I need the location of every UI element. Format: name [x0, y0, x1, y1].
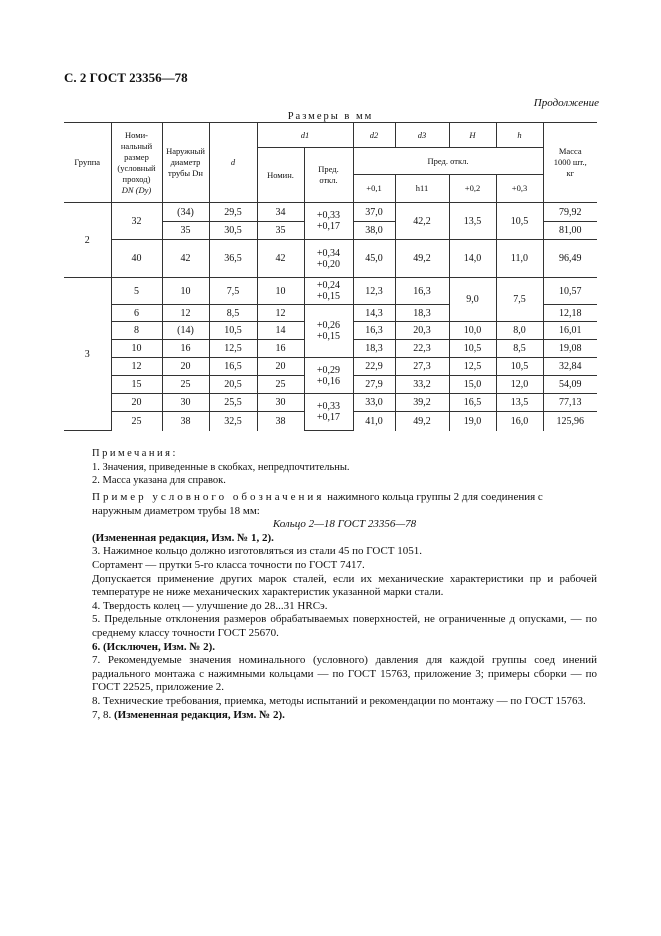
header-d1-tolerance: Пред. откл.: [304, 148, 353, 203]
continuation-label: Продолжение: [533, 97, 599, 109]
paragraph-6: 6. (Исключен, Изм. № 2).: [92, 640, 216, 653]
table-row: 2 32 (34) 29,5 34 +0,33 +0,17 37,0 42,2 13,5 10,5 79,92: [64, 203, 597, 222]
table-row: 3 5 10 7,5 10 +0,24 +0,15 12,3 16,3 9,0 7,5 10,57: [64, 278, 597, 305]
table-row: 20 30 25,5 30 +0,33 +0,17 33,0 39,2 16,5 13,5 77,13: [64, 394, 597, 412]
dimensions-table: [64, 122, 597, 431]
body-text: [92, 491, 597, 722]
paragraph-7: 7. Рекомендуемые значения номинального (условного) давления для каждой группы соед инений радиального монтажа с нажимными кольцами — по ГОСТ 15763, приложение 3; примеры сборки — по ГОСТ 22525, приложение 2.: [92, 654, 597, 694]
units-caption: Размеры в мм: [287, 111, 374, 122]
table-row: 12 20 16,5 20 +0,29 +0,16 22,9 27,3 12,5 10,5 32,84: [64, 358, 597, 376]
paragraph-8: 8. Технические требования, приемка, методы испытаний и рекомендации по монтажу — по ГОСТ 15763.: [92, 694, 586, 707]
header-H: H: [449, 123, 496, 148]
header-d3: d3: [395, 123, 449, 148]
tolerance-cell: +0,33 +0,17: [304, 203, 353, 240]
header-mass: Масса 1000 шт., кг: [543, 123, 597, 203]
example-line2: наружным диаметром трубы 18 мм:: [92, 504, 260, 517]
header-tol-d3: h11: [395, 175, 449, 203]
notes: [92, 447, 350, 488]
table-row: 8 (14) 10,5 14 16,3 20,3 10,0 8,0 16,01: [64, 322, 597, 340]
note-item: 1. Значения, приведенные в скобках, непредпочтительны.: [92, 461, 350, 473]
paragraph-4: 4. Твердость колец — улучшение до 28...31 HRCэ.: [92, 599, 328, 612]
page-header: С. 2 ГОСТ 23356—78: [64, 70, 188, 85]
tolerance-cell: +0,34 +0,20: [304, 240, 353, 278]
table-row: 25 38 32,5 38 41,0 49,2 19,0 16,0 125,96: [64, 412, 597, 431]
header-tol-d2: +0,1: [353, 175, 395, 203]
header-d2: d2: [353, 123, 395, 148]
tolerance-cell: +0,33 +0,17: [304, 394, 353, 431]
designation: Кольцо 2—18 ГОСТ 23356—78: [272, 518, 417, 531]
note-item: 2. Масса указана для справок.: [92, 475, 226, 486]
paragraph-5: 5. Предельные отклонения размеров обрабатываемых поверхностей, не ограниченные д опусками, — по среднему классу точности ГОСТ 25670.: [92, 613, 597, 639]
paragraph-3b: Сортамент — прутки 5-го класса точности по ГОСТ 7417.: [92, 558, 365, 571]
header-d1-nominal: Номин.: [257, 148, 304, 203]
table-row: 6 12 8,5 12 +0,26 +0,15 14,3 18,3 12,18: [64, 305, 597, 322]
header-d: d: [209, 123, 257, 203]
example-paragraph: Пример условного обозначения нажимного кольца группы 2 для соединения с: [92, 491, 543, 503]
edit-note-1: (Измененная редакция, Изм. № 1, 2).: [92, 531, 274, 544]
header-tol-H: +0,2: [449, 175, 496, 203]
table-row: 40 42 36,5 42 +0,34 +0,20 45,0 49,2 14,0 11,0 96,49: [64, 240, 597, 278]
header-tolerance: Пред. откл.: [353, 148, 543, 175]
header-group: Группа: [64, 123, 111, 203]
tolerance-cell: +0,29 +0,16: [304, 358, 353, 394]
paragraph-78: 7, 8. (Измененная редакция, Изм. № 2).: [92, 708, 285, 721]
table-row: 35 30,5 35 38,0 81,00: [64, 222, 597, 240]
tolerance-cell: +0,26 +0,15: [304, 305, 353, 358]
group-cell: 3: [64, 278, 111, 431]
header-h: h: [496, 123, 543, 148]
paragraph-3: 3. Нажимное кольцо должно изготовляться из стали 45 по ГОСТ 1051.: [92, 545, 423, 558]
table-row: 15 25 20,5 25 27,9 33,2 15,0 12,0 54,09: [64, 376, 597, 394]
tolerance-cell: +0,24 +0,15: [304, 278, 353, 305]
header-tol-h: +0,3: [496, 175, 543, 203]
group-cell: 2: [64, 203, 111, 278]
notes-title: Примечания:: [92, 448, 178, 459]
header-outer-diameter: Наружный диаметр трубы Dн: [162, 123, 209, 203]
paragraph-3c: Допускается применение других марок сталей, если их механические характеристики пр и рабочей температуре не ниже механических характеристик указанной марки стали.: [92, 572, 597, 599]
header-d1: d1: [257, 123, 353, 148]
table-row: 10 16 12,5 16 18,3 22,3 10,5 8,5 19,08: [64, 340, 597, 358]
header-nominal-size: Номи- нальный размер (условный проход) DN (Dy): [111, 123, 162, 203]
